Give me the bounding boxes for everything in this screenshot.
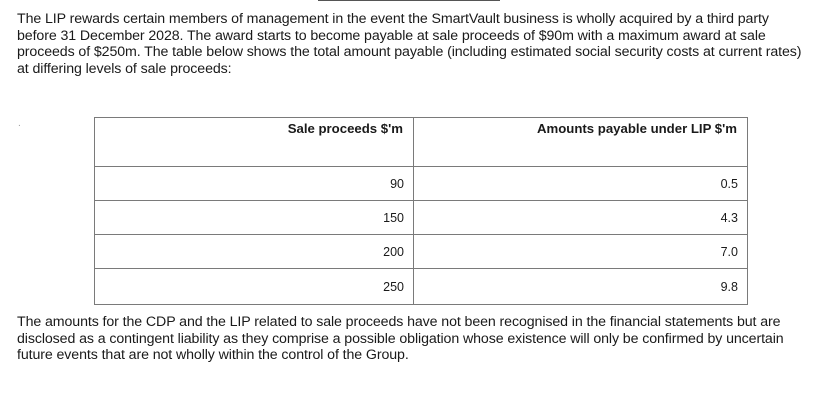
sale-proceeds-cell: 250 — [95, 269, 414, 305]
table-row — [95, 235, 748, 269]
amount-payable-cell: 9.8 — [414, 269, 748, 305]
amount-payable-cell: 0.5 — [414, 167, 748, 201]
sale-proceeds-cell: 200 — [95, 235, 414, 269]
header-sale-proceeds: Sale proceeds $'m — [95, 118, 414, 167]
table-row — [95, 269, 748, 305]
table-row — [95, 167, 748, 201]
stray-mark: . — [18, 118, 21, 129]
amount-payable-cell: 7.0 — [414, 235, 748, 269]
table-row — [95, 201, 748, 235]
sale-proceeds-cell: 150 — [95, 201, 414, 235]
intro-paragraph: The LIP rewards certain members of management in the event the SmartVault business is wholly acquired by a third party before 31 December 2028. The award starts to become payable at sale proceeds of $90m with a maximum award at sale proceeds of $250m. The table below shows the total amount payable (including estimated social security costs at current rates) at differing levels of sale proceeds: — [17, 11, 802, 77]
lip-payable-table — [94, 117, 748, 305]
closing-paragraph: The amounts for the CDP and the LIP related to sale proceeds have not been recognised in the financial statements but are disclosed as a contingent liability as they comprise a possible obligation whose existence will only be confirmed by uncertain future events that are not wholly within the control of the Group. — [17, 314, 784, 364]
sale-proceeds-cell: 90 — [95, 167, 414, 201]
table-header-row — [95, 118, 748, 167]
header-amounts-payable: Amounts payable under LIP $'m — [414, 118, 748, 167]
top-rule — [318, 0, 500, 1]
amount-payable-cell: 4.3 — [414, 201, 748, 235]
